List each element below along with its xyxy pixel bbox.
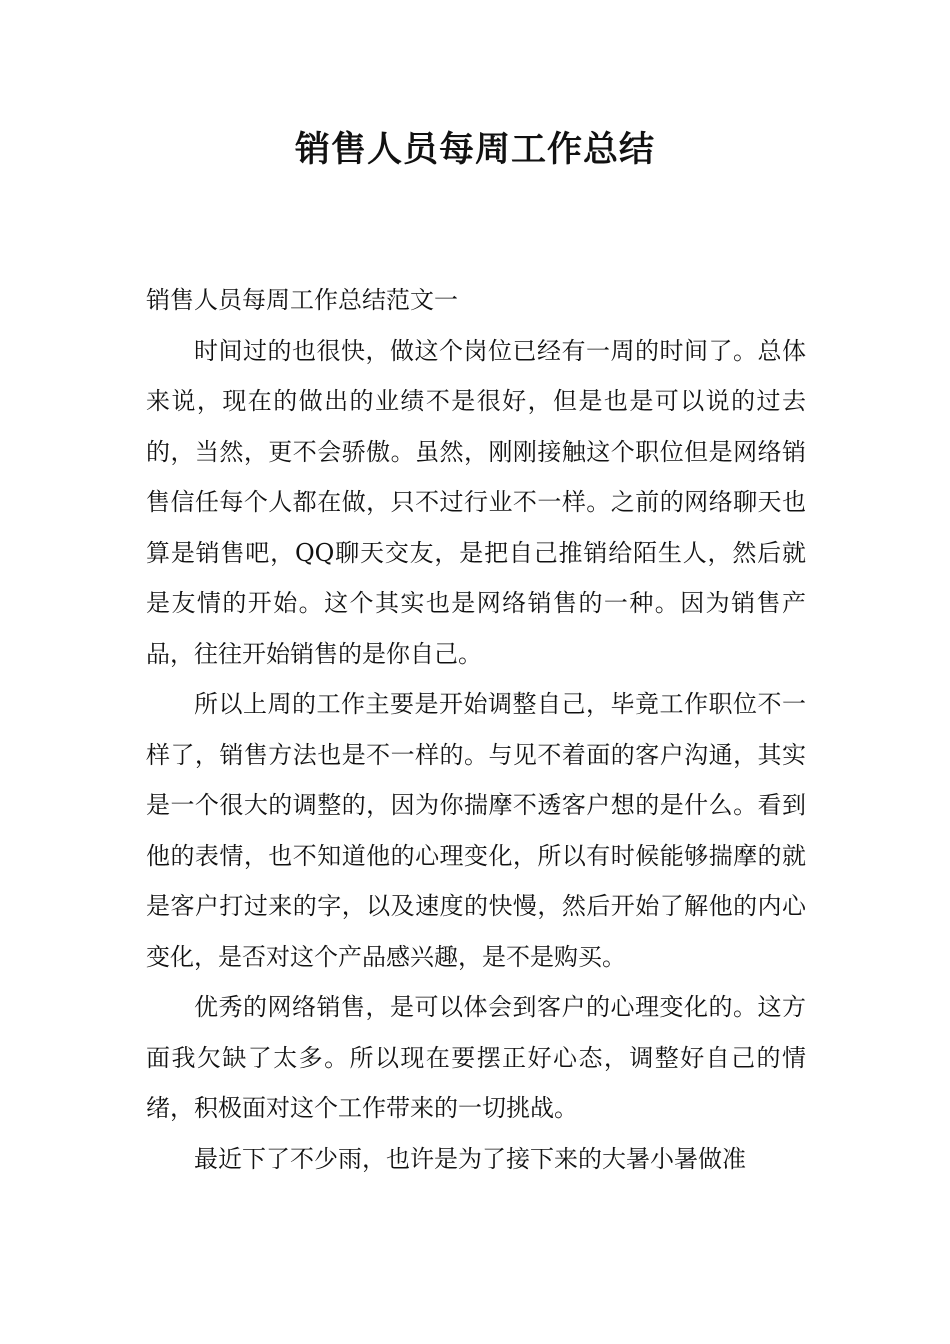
- paragraph-2: 所以上周的工作主要是开始调整自己，毕竟工作职位不一样了，销售方法也是不一样的。与见不着面的客户沟通，其实是一个很大的调整的，因为你揣摩不透客户想的是什么。看到他的表情，也不知道他的心理变化，所以有时候能够揣摩的就是客户打过来的字，以及速度的快慢，然后开始了解他的内心变化，是否对这个产品感兴趣，是不是购买。: [146, 690, 806, 971]
- document-body: [146, 275, 806, 1184]
- paragraph-4: 最近下了不少雨，也许是为了接下来的大暑小暑做准: [194, 1144, 746, 1173]
- paragraph-1: 时间过的也很快，做这个岗位已经有一周的时间了。总体来说，现在的做出的业绩不是很好，但是也是可以说的过去的，当然，更不会骄傲。虽然，刚刚接触这个职位但是网络销售信任每个人都在做，只不过行业不一样。之前的网络聊天也算是销售吧，QQ聊天交友，是把自己推销给陌生人，然后就是友情的开始。这个其实也是网络销售的一种。因为销售产品，往往开始销售的是你自己。: [146, 336, 806, 668]
- section-subheading: 销售人员每周工作总结范文一: [146, 286, 458, 314]
- document-title: 销售人员每周工作总结: [294, 130, 655, 170]
- paragraph-3: 优秀的网络销售，是可以体会到客户的心理变化的。这方面我欠缺了太多。所以现在要摆正好心态，调整好自己的情绪，积极面对这个工作带来的一切挑战。: [146, 993, 806, 1122]
